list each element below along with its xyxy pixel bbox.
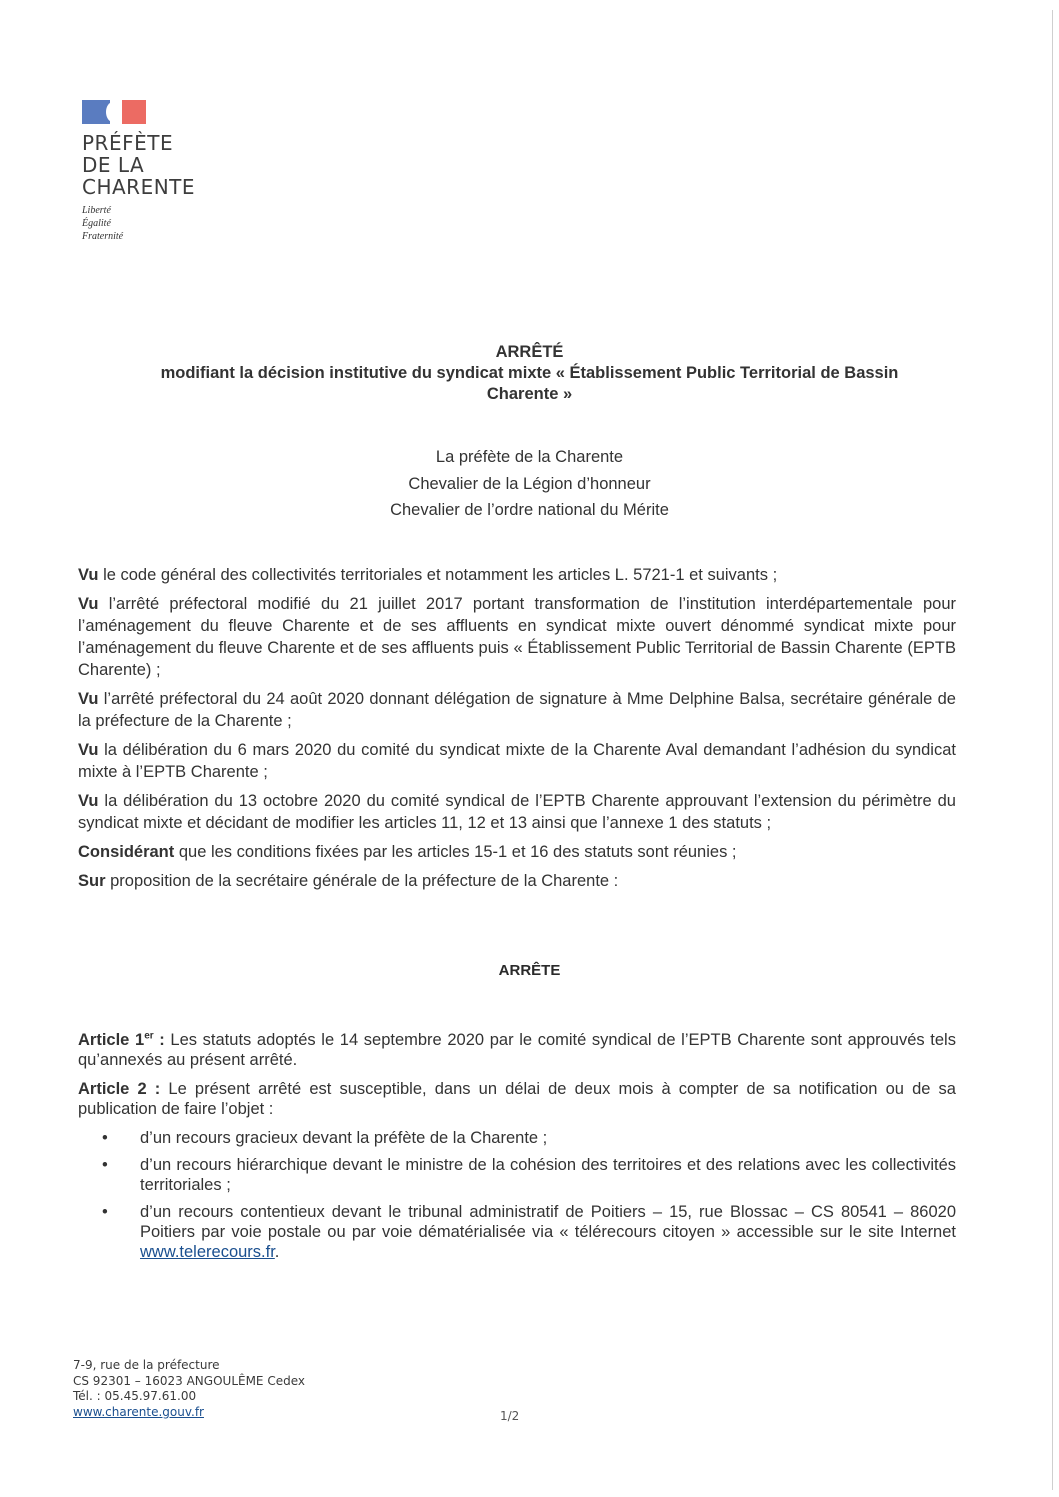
recital	[78, 739, 956, 783]
list-item	[78, 1202, 956, 1262]
authority-line: Chevalier de l’ordre national du Mérite	[390, 501, 669, 519]
recital-lead: Vu	[78, 595, 99, 613]
recital	[78, 564, 956, 586]
article-1-sup: er	[144, 1030, 154, 1042]
recital	[78, 790, 956, 834]
article-1-text: Les statuts adoptés le 14 septembre 2020 par le comité syndical de l’EPTB Charente sont approuvés tels qu’annexés au présent arrêté.	[78, 1031, 956, 1069]
recital-text: la délibération du 6 mars 2020 du comité du syndicat mixte de la Charente Aval demandant l’adhésion du syndicat mixte à l’EPTB Charente ;	[78, 741, 956, 781]
recital-lead: Sur	[78, 872, 106, 890]
recital-lead: Vu	[78, 566, 99, 584]
article-2-text: Le présent arrêté est susceptible, dans un délai de deux mois à compter de sa notification ou de sa publication de faire l’objet :	[78, 1080, 956, 1118]
marianne-flag-icon	[82, 100, 146, 124]
article-1-label	[78, 1031, 165, 1049]
logo-line-2: DE LA	[82, 153, 145, 177]
list-item-end: .	[274, 1243, 280, 1261]
page-number: 1/2	[500, 1409, 520, 1423]
motto-fraternite: Fraternité	[82, 231, 124, 242]
recital	[78, 841, 956, 863]
list-item	[78, 1155, 956, 1195]
list-item-text: d’un recours gracieux devant la préfète de la Charente ;	[140, 1129, 548, 1147]
address-line-2: CS 92301 – 16023 ANGOULÊME Cedex	[73, 1373, 305, 1388]
list-item-text: d’un recours hiérarchique devant le ministre de la cohésion des territoires et des relations avec les collectivités territoriales ;	[140, 1156, 956, 1194]
prefecture-logo	[82, 100, 195, 243]
recital-text: l’arrêté préfectoral du 24 août 2020 donnant délégation de signature à Mme Delphine Balsa, secrétaire générale de la préfecture de la Charente ;	[78, 690, 956, 730]
article-2-label: Article 2 :	[78, 1080, 161, 1098]
address-line-1: 7-9, rue de la préfecture	[73, 1358, 220, 1372]
articles	[78, 1030, 956, 1269]
list-item-text: d’un recours contentieux devant le tribunal administratif de Poitiers – 15, rue Blossac – CS 80541 – 86020 Poitiers par voie postale ou par voie dématérialisée via « télérecours citoyen » accessible sur le site Internet	[140, 1203, 956, 1241]
bullet-icon: •	[102, 1156, 108, 1174]
authority-line: Chevalier de la Légion d’honneur	[408, 474, 651, 493]
bullet-icon: •	[102, 1129, 108, 1147]
title-heading: ARRÊTÉ	[495, 343, 564, 361]
motto-egalite: Égalité	[82, 218, 111, 229]
recital	[78, 688, 956, 732]
article-2	[78, 1079, 956, 1119]
telerecours-link[interactable]: www.telerecours.fr	[140, 1243, 275, 1261]
recitals	[78, 564, 956, 899]
recital-lead: Vu	[78, 741, 99, 759]
article-1-colon: :	[153, 1031, 165, 1049]
title-subtitle-line1: modifiant la décision institutive du syndicat mixte « Établissement Public Territorial de Bassin	[160, 364, 899, 382]
recital-lead: Vu	[78, 690, 99, 708]
recital-text: le code général des collectivités territoriales et notamment les articles L. 5721-1 et suivants ;	[98, 566, 778, 584]
recital-text: l’arrêté préfectoral modifié du 21 juillet 2017 portant transformation de l’institution interdépartementale pour l’aménagement du fleuve Charente et de ses affluents en syndicat mixte ouvert dénommé syndicat mixte pour l’aménagement du fleuve Charente et de ses affluents puis « Établissement Public Territorial de Bassin Charente (EPTB Charente) ;	[78, 595, 956, 679]
phone-number: Tél. : 05.45.97.61.00	[73, 1389, 197, 1403]
recital-lead: Vu	[78, 792, 99, 810]
decision-heading: ARRÊTE	[498, 962, 561, 979]
article-1	[78, 1030, 956, 1070]
title-subtitle-line2: Charente »	[486, 385, 573, 403]
recital-text: proposition de la secrétaire générale de la préfecture de la Charente :	[105, 872, 619, 890]
bullet-icon: •	[102, 1203, 108, 1221]
motto-liberte: Liberté	[82, 205, 111, 216]
footer-address	[73, 1358, 305, 1420]
recital-text: la délibération du 13 octobre 2020 du comité syndical de l’EPTB Charente approuvant l’extension du périmètre du syndicat mixte et décidant de modifier les articles 11, 12 et 13 ainsi que l’annexe 1 des statuts ;	[78, 792, 956, 832]
issuing-authority	[0, 444, 1059, 524]
recital	[78, 593, 956, 681]
recital-lead: Considérant	[78, 843, 175, 861]
scan-artifact-line	[1052, 10, 1053, 1490]
logo-line-1: PRÉFÈTE	[82, 131, 174, 155]
article-1-label-text: Article 1	[78, 1031, 145, 1049]
list-item	[78, 1128, 956, 1148]
logo-title	[82, 132, 195, 198]
website-link[interactable]: www.charente.gouv.fr	[73, 1404, 204, 1419]
document-title	[0, 342, 1059, 405]
recital-text: que les conditions fixées par les articles 15-1 et 16 des statuts sont réunies ;	[174, 843, 737, 861]
republic-motto	[82, 204, 195, 243]
appeal-options-list	[78, 1128, 956, 1262]
recital	[78, 870, 956, 892]
authority-line: La préfète de la Charente	[435, 448, 624, 466]
logo-line-3: CHARENTE	[82, 175, 196, 199]
